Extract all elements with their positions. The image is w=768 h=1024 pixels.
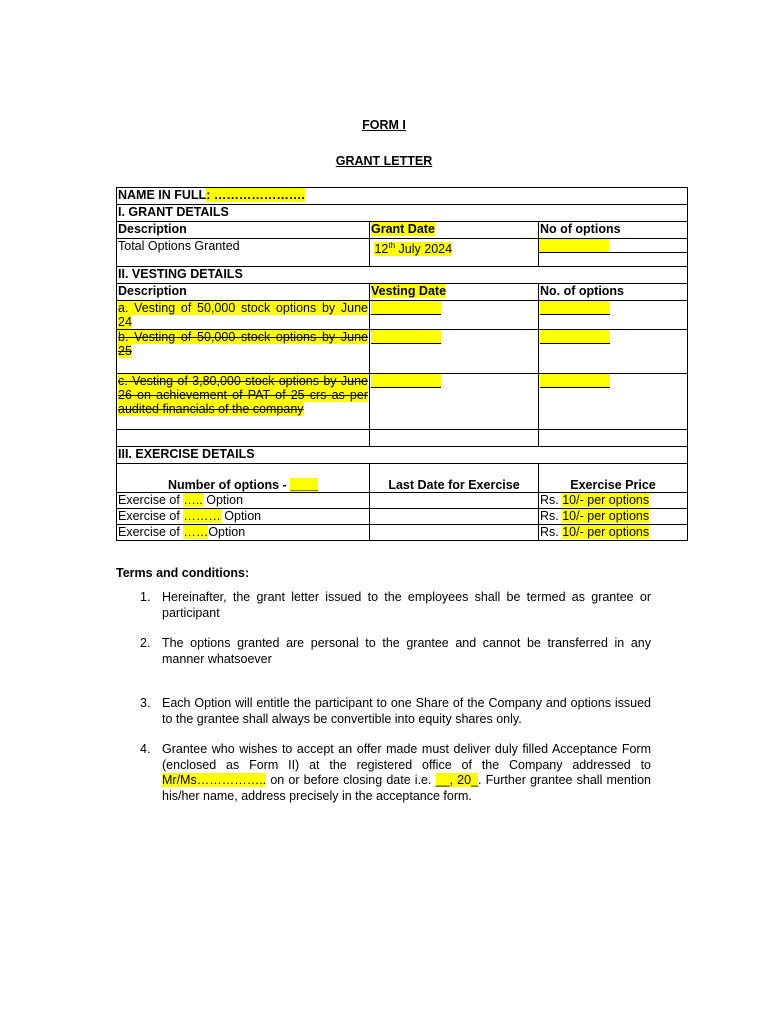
vesting-date-blank — [371, 374, 441, 388]
term-text: The options granted are personal to the grantee and cannot be transferred in any manner whatsoever — [162, 636, 651, 666]
vesting-row-b-date — [370, 330, 539, 374]
name-label: NAME IN FULL — [118, 188, 207, 202]
grant-options-blank — [539, 239, 609, 253]
vesting-row-c-date — [370, 374, 539, 430]
term-item — [116, 636, 651, 667]
vesting-row-b-options — [539, 330, 688, 374]
vesting-section-heading: II. VESTING DETAILS — [117, 267, 688, 284]
name-row — [117, 188, 688, 205]
vesting-empty-row — [117, 430, 370, 447]
exercise-section-heading: III. EXERCISE DETAILS — [117, 447, 688, 464]
term-number: 4. — [140, 742, 151, 756]
term-item — [116, 696, 651, 727]
terms-list — [116, 590, 651, 804]
exercise-last-date-cell — [370, 509, 539, 525]
grant-row-options-cell — [539, 239, 688, 267]
grant-header-date: Grant Date — [371, 222, 435, 236]
vesting-date-blank — [371, 330, 441, 344]
exercise-price-cell: Rs. 10/- per options — [539, 525, 688, 541]
addressee-blank: Mr/Ms…………….. — [162, 773, 267, 787]
term-text: Each Option will entitle the participant to one Share of the Company and options issued to the grantee shall always be convertible into equity shares only. — [162, 696, 651, 726]
form-title: FORM I — [362, 118, 406, 132]
name-value: : …………………. — [206, 188, 305, 202]
term-number: 1. — [140, 590, 151, 604]
grant-header-date-cell — [370, 222, 539, 239]
vesting-header-date: Vesting Date — [371, 284, 447, 298]
term-text: Grantee who wishes to accept an offer made must deliver duly filled Acceptance Form (enclosed as Form II) at the registered office of the Company addressed to Mr/Ms…………….. on or before closing date i.e. __, 20_. Further grantee shall mention his/her name, address precisely in the acceptance form. — [162, 742, 651, 803]
vesting-options-blank — [540, 301, 610, 315]
vesting-date-blank — [371, 301, 441, 315]
vesting-header-description: Description — [117, 284, 370, 301]
term-number: 3. — [140, 696, 151, 710]
terms-heading: Terms and conditions: — [116, 566, 250, 580]
vesting-row-b: b. Vesting of 50,000 stock options by June 25 — [117, 330, 370, 374]
vesting-row-a-date — [370, 301, 539, 330]
exercise-last-date-cell — [370, 525, 539, 541]
term-item — [116, 590, 651, 621]
exercise-header-price: Exercise Price — [539, 464, 688, 493]
exercise-row: Exercise of ……… Option — [117, 509, 370, 525]
grant-row-description: Total Options Granted — [117, 239, 370, 267]
grant-row-date-cell — [370, 239, 539, 267]
grant-row-date: 12th July 2024 — [374, 241, 453, 257]
letter-title: GRANT LETTER — [335, 154, 433, 168]
exercise-last-date-cell — [370, 493, 539, 509]
vesting-row-a: a. Vesting of 50,000 stock options by June 24 — [118, 301, 368, 329]
vesting-empty-cell — [539, 430, 688, 447]
exercise-header-num-options: Number of options - ____ — [117, 464, 370, 493]
vesting-header-options: No. of options — [539, 284, 688, 301]
vesting-row-c-options — [539, 374, 688, 430]
grant-header-options: No of options — [539, 222, 688, 239]
exercise-price-cell: Rs. 10/- per options — [539, 509, 688, 525]
vesting-row-a-options — [539, 301, 688, 330]
vesting-header-date-cell — [370, 284, 539, 301]
term-text: Hereinafter, the grant letter issued to the employees shall be termed as grantee or participant — [162, 590, 651, 620]
exercise-row: Exercise of ……Option — [117, 525, 370, 541]
exercise-header-last-date: Last Date for Exercise — [370, 464, 539, 493]
vesting-row-c: c. Vesting of 3,80,000 stock options by June 26 on achievement of PAT of 25 crs as per audited financials of the company — [117, 374, 370, 430]
vesting-empty-cell — [370, 430, 539, 447]
num-options-blank: ____ — [290, 478, 319, 492]
exercise-row: Exercise of ….. Option — [117, 493, 370, 509]
closing-date-blank: __, 20_ — [435, 773, 479, 787]
exercise-price-cell: Rs. 10/- per options — [539, 493, 688, 509]
grant-details-table — [116, 187, 688, 541]
grant-section-heading: I. GRANT DETAILS — [117, 205, 688, 222]
vesting-options-blank — [540, 330, 610, 344]
vesting-options-blank — [540, 374, 610, 388]
term-number: 2. — [140, 636, 151, 650]
term-item — [116, 742, 651, 804]
grant-header-description: Description — [117, 222, 370, 239]
